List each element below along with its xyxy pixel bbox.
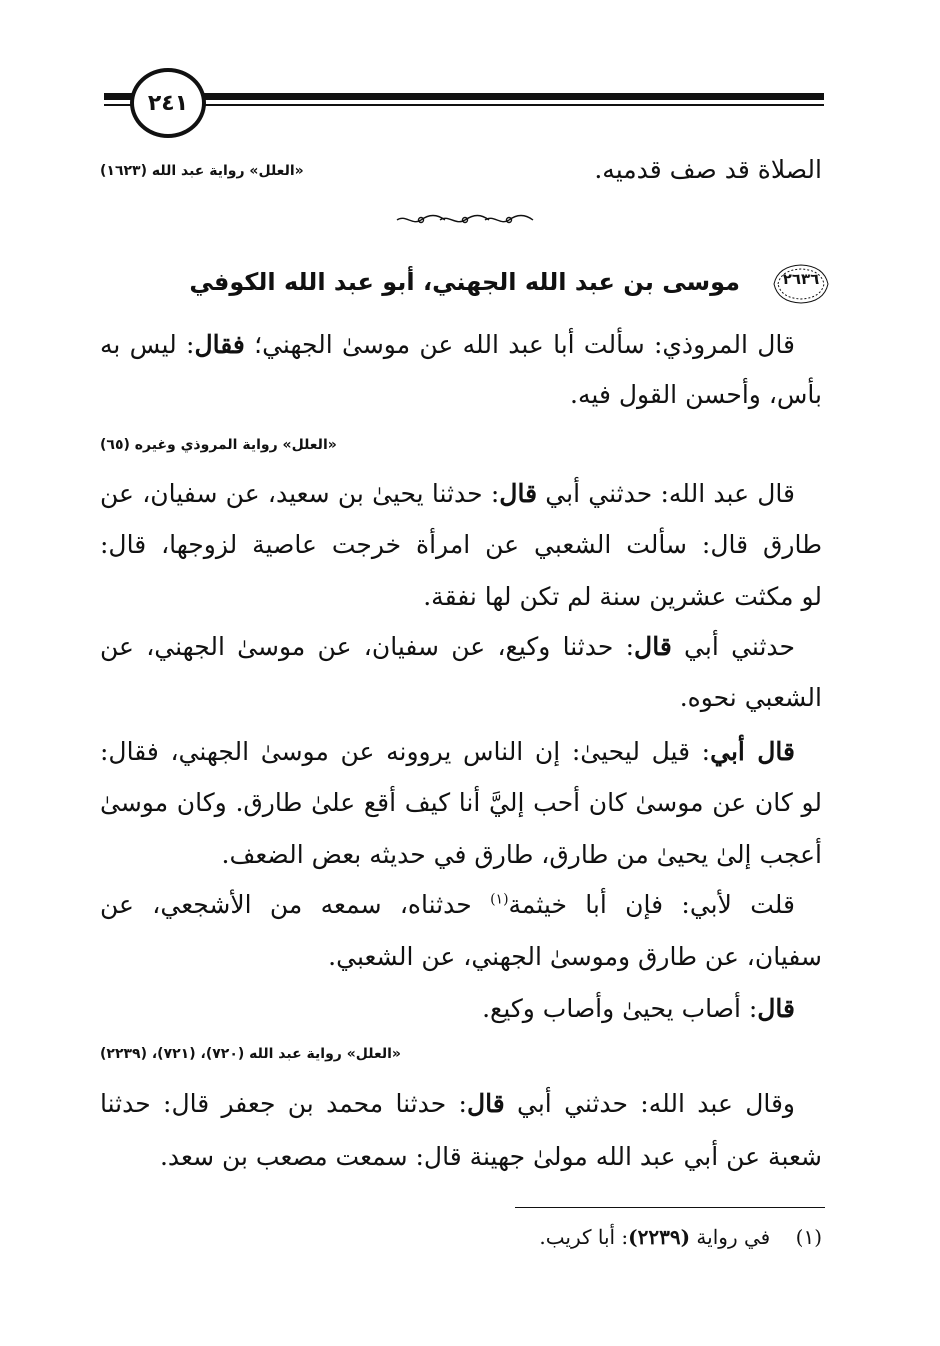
ornament-divider-icon xyxy=(395,212,535,228)
source-citation: «العلل» رواية المروذي وغيره (٦٥) xyxy=(100,437,337,453)
line-text: سفيان، عن طارق وموسىٰ الجهني، عن الشعبي. xyxy=(328,942,822,971)
line-text: أعجب إلىٰ يحيىٰ من طارق، طارق في حديثه بعض الضعف. xyxy=(221,840,822,869)
header-rule-thin xyxy=(104,104,824,106)
footnote-rule xyxy=(515,1207,825,1208)
source-citation: «العلل» رواية عبد الله (٧٢٠)، (٧٢١)، (٢٢٣٩) xyxy=(100,1046,401,1062)
line-bold-text: قال xyxy=(634,632,672,661)
text-line xyxy=(100,582,822,611)
line-text: الشعبي نحوه. xyxy=(679,683,822,712)
line-text: : قيل ليحيىٰ: إن الناس يروونه عن موسىٰ الجهني، فقال: xyxy=(100,737,711,766)
line-bold-text: فقال xyxy=(194,330,245,359)
line-text: قال المروذي: سألت أبا عبد الله عن موسىٰ الجهني؛ xyxy=(244,330,795,359)
text-line xyxy=(100,840,822,869)
line-text: حدثني أبي xyxy=(671,632,795,661)
text-line xyxy=(100,788,822,817)
text-line xyxy=(100,1089,795,1118)
line-text: : حدثنا وكيع، عن سفيان، عن موسىٰ الجهني، عن xyxy=(100,632,635,661)
text-line xyxy=(100,942,822,971)
footnote-bold: (٢٢٣٩) xyxy=(628,1225,691,1249)
line-text: لو كان عن موسىٰ كان أحب إليَّ أنا كيف أقع علىٰ طارق. وكان موسىٰ xyxy=(100,788,822,817)
text-line xyxy=(100,994,795,1023)
page-number: ٢٤١ xyxy=(130,68,206,138)
text-line xyxy=(100,530,822,559)
top-source: «العلل» رواية عبد الله (١٦٢٣) xyxy=(100,163,304,179)
line-bold-text: قال xyxy=(466,1089,505,1118)
text-line xyxy=(100,737,795,766)
header-rule xyxy=(104,93,824,100)
footnote xyxy=(539,1225,822,1249)
line-text: حدثناه، سمعه من الأشجعي، عن xyxy=(100,890,491,919)
footnote-post: : أبا كريب. xyxy=(539,1225,629,1249)
footnote-marker: (١) xyxy=(795,1225,822,1249)
top-text: الصلاة قد صف قدميه. xyxy=(594,155,822,184)
line-text: شعبة عن أبي عبد الله مولىٰ جهينة قال: سمعت مصعب بن سعد. xyxy=(159,1142,822,1171)
line-text: وقال عبد الله: حدثني أبي xyxy=(504,1089,796,1118)
footnote-pre: في رواية xyxy=(690,1225,771,1249)
line-text: بأس، وأحسن القول فيه. xyxy=(570,380,822,409)
entry-number: ٢٦٣٦ xyxy=(782,270,820,288)
footnote-ref: (١) xyxy=(490,891,509,908)
text-line xyxy=(100,479,795,508)
line-text: : ليس به xyxy=(100,330,195,359)
line-text: قال عبد الله: حدثني أبي xyxy=(537,479,795,508)
line-bold-text: قال xyxy=(499,479,538,508)
text-line xyxy=(100,380,822,409)
line-text: طارق قال: سألت الشعبي عن امرأة خرجت عاصية لزوجها، قال: xyxy=(100,530,822,559)
line-text: : حدثنا محمد بن جعفر قال: حدثنا xyxy=(100,1089,467,1118)
line-text: لو مكثت عشرين سنة لم تكن لها نفقة. xyxy=(423,582,822,611)
text-line xyxy=(100,890,795,919)
line-bold-text: قال أبي xyxy=(710,737,795,766)
line-bold-text: قال xyxy=(757,994,795,1023)
text-line xyxy=(100,683,822,712)
line-text: قلت لأبي: فإن أبا خيثمة xyxy=(508,890,795,919)
text-line xyxy=(100,632,795,661)
line-text: : أصاب يحيىٰ وأصاب وكيع. xyxy=(482,994,758,1023)
text-line xyxy=(100,1142,822,1171)
text-line xyxy=(100,330,795,359)
entry-title: موسى بن عبد الله الجهني، أبو عبد الله الكوفي xyxy=(189,268,740,296)
line-text: : حدثنا يحيىٰ بن سعيد، عن سفيان، عن xyxy=(100,479,500,508)
